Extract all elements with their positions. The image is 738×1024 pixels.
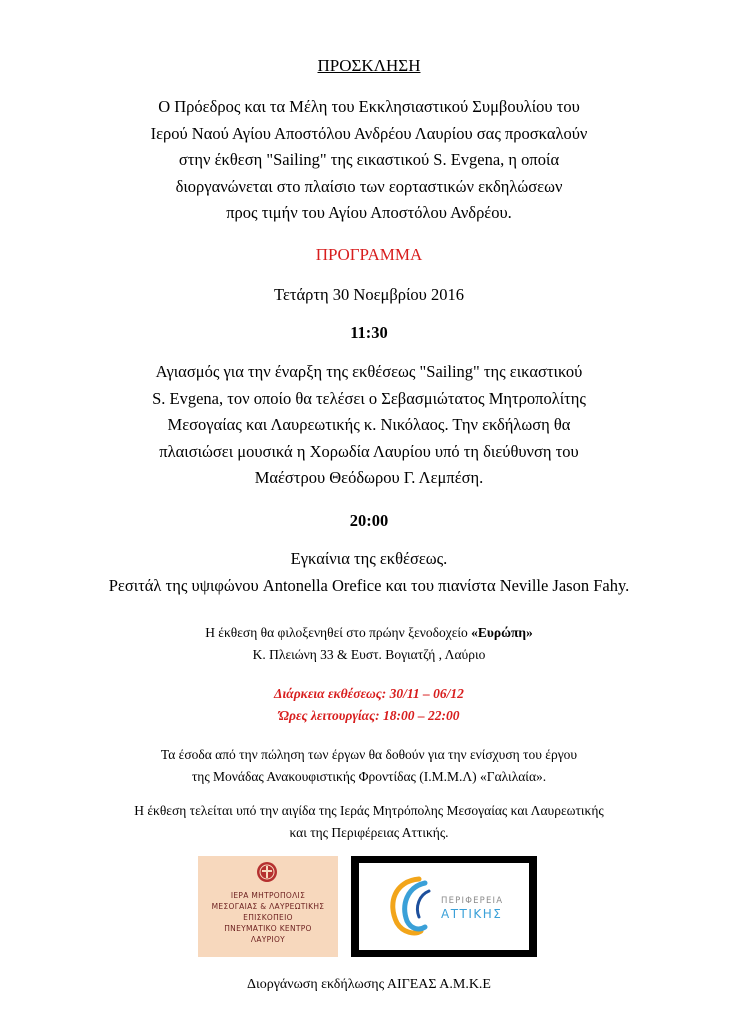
venue-hotel-name: «Ευρώπη»	[471, 625, 533, 640]
intro-line: Ο Πρόεδρος και τα Μέλη του Εκκλησιαστικού Συμβουλίου του	[158, 97, 580, 116]
metropolis-logo	[198, 856, 338, 957]
metropolis-logo-line: ΙΕΡΑ ΜΗΤΡΟΠΟΛΙΣ	[230, 891, 306, 900]
attica-logo-panel	[359, 863, 529, 950]
intro-line: διοργανώνεται στο πλαίσιο των εορταστικών εκδηλώσεων	[175, 177, 563, 196]
metropolis-logo-text	[198, 890, 338, 945]
program-heading: ΠΡΟΓΡΑΜΜΑ	[315, 245, 423, 264]
time-1130: 11:30	[350, 323, 388, 342]
intro-line: Ιερού Ναού Αγίου Αποστόλου Ανδρέου Λαυρίου σας προσκαλούν	[150, 124, 588, 143]
attica-swirl-icon	[381, 873, 439, 939]
metropolis-logo-line: ΠΝΕΥΜΑΤΙΚΟ ΚΕΝΤΡΟ	[224, 924, 312, 933]
event1-line: Μαέστρου Θεόδωρου Γ. Λεμπέση.	[254, 468, 484, 487]
venue-line-1	[0, 623, 738, 643]
intro-line: στην έκθεση "Sailing" της εικαστικού S. Evgena, η οποία	[178, 150, 560, 169]
intro-line: προς τιμήν του Αγίου Αποστόλου Ανδρέου.	[226, 203, 512, 222]
auspices-line: Η έκθεση τελείται υπό την αιγίδα της Ιεράς Μητρόπολης Μεσογαίας και Λαυρεωτικής	[134, 803, 604, 818]
proceeds-line: Τα έσοδα από την πώληση των έργων θα δοθούν για την ενίσχυση του έργου	[160, 747, 578, 762]
metropolis-logo-line: ΜΕΣΟΓΑΙΑΣ & ΛΑΥΡΕΩΤΙΚΗΣ	[211, 902, 325, 911]
metropolis-logo-line: ΛΑΥΡΙΟΥ	[250, 935, 286, 944]
metropolis-emblem-icon	[256, 861, 278, 883]
venue-address: Κ. Πλειώνη 33 & Ευστ. Βογιατζή , Λαύριο	[252, 647, 486, 662]
event2-line: Ρεσιτάλ της υψιφώνου Antonella Orefice και του πιανίστα Neville Jason Fahy.	[108, 576, 630, 595]
event-date: Τετάρτη 30 Νοεμβρίου 2016	[274, 285, 464, 304]
event1-line: S. Evgena, τον οποίο θα τελέσει ο Σεβασμιώτατος Μητροπολίτης	[152, 389, 586, 408]
event1-line: Αγιασμός για την έναρξη της εκθέσεως "Sailing" της εικαστικού	[155, 362, 583, 381]
event1-line: Μεσογαίας και Λαυρεωτικής κ. Νικόλαος. Την εκδήλωση θα	[167, 415, 571, 434]
organizer-footer: Διοργάνωση εκδήλωσης ΑΙΓΕΑΣ Α.Μ.Κ.Ε	[246, 977, 491, 992]
exhibition-duration: Διάρκεια εκθέσεως: 30/11 – 06/12	[274, 686, 464, 701]
invitation-title: ΠΡΟΣΚΛΗΣΗ	[317, 56, 421, 75]
metropolis-logo-line: ΕΠΙΣΚΟΠΕΙΟ	[243, 913, 293, 922]
time-2000: 20:00	[349, 511, 389, 530]
attica-logo-line1: ΠΕΡΙΦΕΡΕΙΑ	[441, 896, 504, 906]
attica-logo-line2: ΑΤΤΙΚΗΣ	[441, 907, 503, 921]
event2-line: Εγκαίνια της εκθέσεως.	[290, 549, 448, 568]
event1-line: πλαισιώσει μουσικά η Χορωδία Λαυρίου υπό τη διεύθυνση του	[159, 442, 579, 461]
auspices-line: και της Περιφέρειας Αττικής.	[289, 825, 449, 840]
proceeds-line: της Μονάδας Ανακουφιστικής Φροντίδας (Ι.Μ.Μ.Λ) «Γαλιλαία».	[191, 769, 547, 784]
attica-region-logo	[351, 856, 537, 957]
venue-prefix: Η έκθεση θα φιλοξενηθεί στο πρώην ξενοδοχείο	[205, 625, 472, 640]
opening-hours: Ώρες λειτουργίας: 18:00 – 22:00	[278, 708, 460, 723]
